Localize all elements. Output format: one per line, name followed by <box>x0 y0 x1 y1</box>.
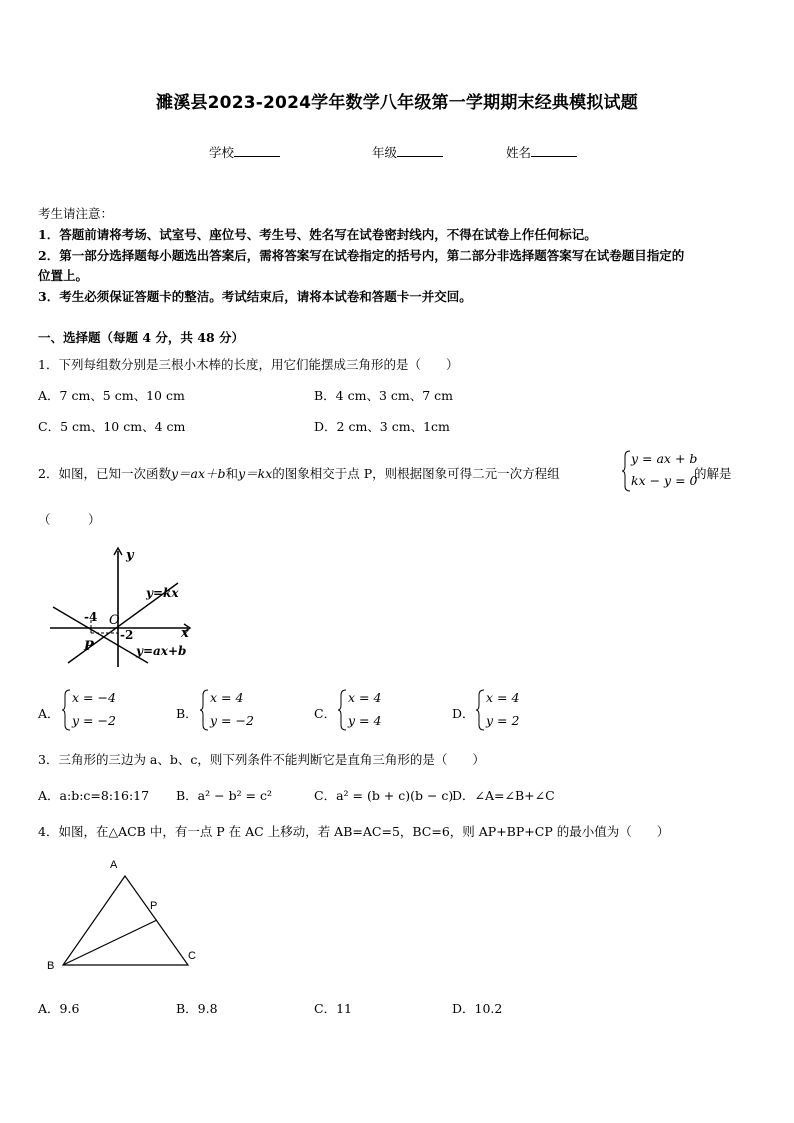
school-label: 学校 <box>209 145 235 160</box>
point-p: P <box>150 900 158 912</box>
q2-a-eq2: y = −2 <box>72 713 116 728</box>
q2-option-b <box>200 689 260 731</box>
grade-blank <box>397 144 443 157</box>
q4-option-a: A．9.6 <box>38 1001 80 1016</box>
graph-label-origin: O <box>109 613 120 628</box>
q2-option-a <box>62 689 122 731</box>
graph-label-p: P <box>84 639 94 654</box>
q2-d-eq2: y = 2 <box>486 713 520 728</box>
q2-option-d <box>476 689 536 731</box>
triangle-acb <box>63 876 188 965</box>
q3-option-c: C．a² = (b + c)(b − c) <box>314 788 454 803</box>
q2-stem-part: 2．如图，已知一次函数 <box>38 466 171 481</box>
q2-function-2: y＝kx <box>238 466 273 481</box>
q2-b-eq1: x = 4 <box>210 690 244 705</box>
graph-label-ax-b: y=ax+b <box>136 644 187 658</box>
q3-stem: 3．三角形的三边为 a、b、c，则下列条件不能判断它是直角三角形的是（ ） <box>38 752 485 767</box>
brace-icon <box>200 689 210 731</box>
section-heading: 一、选择题（每题 4 分，共 48 分） <box>38 330 245 345</box>
q2-eq-1: y = ax + b <box>631 451 698 466</box>
vertex-b: B <box>47 960 55 972</box>
q2-c-eq1: x = 4 <box>348 690 382 705</box>
brace-icon <box>476 689 486 731</box>
name-blank <box>531 144 577 157</box>
q2-a-eq1: x = −4 <box>72 690 116 705</box>
q1-option-a: A．7 cm、5 cm、10 cm <box>38 388 185 403</box>
q2-answer-paren: （ ） <box>38 512 101 527</box>
q2-option-c-label: C． <box>314 706 337 721</box>
notice-item: 3．考生必须保证答题卡的整洁。考试结束后，请将本试卷和答题卡一并交回。 <box>38 289 472 304</box>
notice-item: 1．答题前请将考场、试室号、座位号、考生号、姓名写在试卷密封线内，不得在试卷上作任何标记。 <box>38 227 597 242</box>
school-blank <box>234 144 280 157</box>
q3-option-a: A．a:b:c=8:16:17 <box>38 788 150 803</box>
q2-stem-part: 的图象相交于点 P，则根据图象可得二元一次方程组 <box>272 466 560 481</box>
segment-bp <box>63 920 157 965</box>
vertex-a: A <box>110 859 118 871</box>
q4-option-d: D．10.2 <box>452 1001 503 1016</box>
q2-option-d-label: D． <box>452 706 475 721</box>
brace-icon <box>62 689 72 731</box>
q4-option-c: C．11 <box>314 1001 352 1016</box>
notice-item: 2．第一部分选择题每小题选出答案后，需将答案写在试卷指定的括号内，第二部分非选择题答案写在试卷题目指定的 <box>38 248 685 263</box>
grade-field <box>372 143 443 161</box>
q1-option-d: D．2 cm、3 cm、1cm <box>314 419 450 434</box>
q2-option-c <box>338 689 398 731</box>
q1-option-c: C．5 cm、10 cm、4 cm <box>38 419 186 434</box>
q2-option-a-label: A． <box>38 706 60 721</box>
graph-label-x: x <box>181 626 189 641</box>
q3-option-d: D．∠A=∠B+∠C <box>452 788 555 803</box>
q3-option-b: B．a² − b² = c² <box>176 788 273 803</box>
school-field <box>209 143 280 161</box>
q2-function-1: y＝ax＋b <box>170 466 226 481</box>
q2-d-eq1: x = 4 <box>486 690 520 705</box>
q2-graph <box>48 545 198 670</box>
graph-label-minus2: -2 <box>120 628 134 642</box>
q2-option-b-label: B． <box>176 706 198 721</box>
q2-c-eq2: y = 4 <box>348 713 382 728</box>
graph-label-y: y <box>126 548 134 563</box>
graph-label-minus4: -4 <box>84 610 98 624</box>
grade-label: 年级 <box>372 145 398 160</box>
vertex-c: C <box>188 950 196 962</box>
q4-stem: 4．如图，在△ACB 中，有一点 P 在 AC 上移动，若 AB=AC=5，BC=6，则 AP+BP+CP 的最小值为（ ） <box>38 824 670 839</box>
name-label: 姓名 <box>506 145 532 160</box>
q2-equation-system <box>622 450 698 492</box>
graph-label-kx: y=kx <box>146 586 179 600</box>
brace-icon <box>338 689 348 731</box>
q2-b-eq2: y = −2 <box>210 713 254 728</box>
q4-option-b: B．9.8 <box>176 1001 218 1016</box>
name-field <box>506 143 577 161</box>
q1-option-b: B．4 cm、3 cm、7 cm <box>314 388 454 403</box>
q2-eq-2: kx − y = 0 <box>631 473 698 488</box>
notice-heading: 考生请注意： <box>38 206 114 221</box>
q2-stem-part: 和 <box>225 466 239 481</box>
q2-stem <box>38 464 560 482</box>
notice-item: 位置上。 <box>38 268 89 283</box>
q2-stem-end: 的解是 <box>694 466 732 481</box>
page-title: 濉溪县2023-2024学年数学八年级第一学期期末经典模拟试题 <box>156 93 638 113</box>
q4-triangle-figure <box>40 852 210 977</box>
q1-stem: 1．下列每组数分别是三根小木棒的长度，用它们能摆成三角形的是（ ） <box>38 357 459 372</box>
